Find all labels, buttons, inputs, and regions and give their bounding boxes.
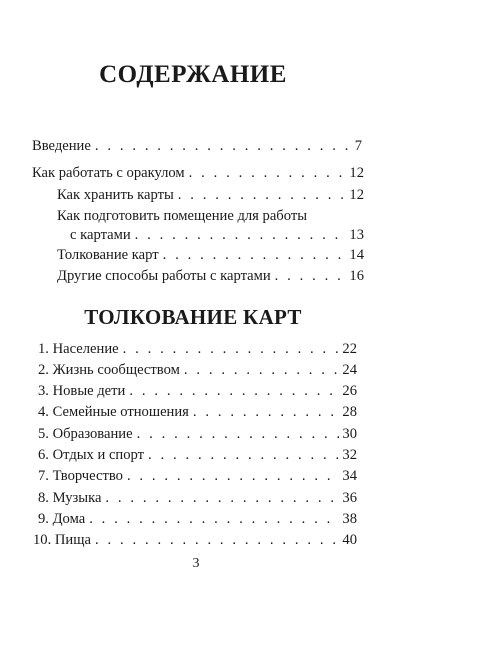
toc-card-entry — [38, 425, 357, 443]
toc-entry-page: 16 — [349, 268, 364, 284]
toc-entry-page: 38 — [342, 511, 357, 527]
dot-leader — [193, 403, 340, 421]
dot-leader — [135, 226, 347, 244]
dot-leader — [89, 510, 339, 528]
toc-entry-preparing-room — [70, 226, 364, 244]
toc-entry-label: 10. Пища — [33, 532, 91, 548]
toc-entry-label: 1. Население — [38, 341, 119, 357]
dot-leader — [148, 446, 339, 464]
dot-leader — [95, 531, 339, 549]
toc-entry-label: 9. Дома — [38, 511, 86, 527]
toc-entry-interpretation — [57, 246, 364, 264]
dot-leader — [163, 246, 347, 264]
toc-card-entry — [38, 382, 357, 400]
toc-entry-label: Как хранить карты — [57, 187, 174, 203]
dot-leader — [137, 425, 340, 443]
dot-leader — [95, 137, 352, 155]
toc-entry-page: 36 — [342, 490, 357, 506]
dot-leader — [184, 361, 340, 379]
toc-entry-introduction — [32, 137, 362, 155]
toc-entry-label: 3. Новые дети — [38, 383, 126, 399]
toc-card-entry — [38, 467, 357, 485]
page-title: СОДЕРЖАНИЕ — [99, 61, 287, 88]
toc-entry-page: 32 — [342, 447, 357, 463]
toc-entry-page: 30 — [342, 426, 357, 442]
toc-entry-page: 14 — [349, 247, 364, 263]
toc-entry-label: 8. Музыка — [38, 490, 102, 506]
toc-card-entry — [33, 531, 357, 549]
toc-entry-label: 7. Творчество — [38, 468, 123, 484]
toc-entry-page: 24 — [342, 362, 357, 378]
toc-card-entry — [38, 510, 357, 528]
dot-leader — [275, 267, 347, 285]
toc-entry-other-methods — [57, 267, 364, 285]
toc-card-entry — [38, 340, 357, 358]
toc-entry-page: 13 — [349, 227, 364, 243]
toc-entry-label-line1: Как подготовить помещение для работы — [57, 208, 308, 224]
toc-entry-page: 34 — [342, 468, 357, 484]
toc-entry-label: Как работать с оракулом — [32, 165, 185, 181]
toc-card-entry — [38, 489, 357, 507]
toc-entry-page: 40 — [342, 532, 357, 548]
toc-entry-page: 12 — [349, 165, 364, 181]
toc-entry-label: Введение — [32, 138, 91, 154]
toc-entry-label: 6. Отдых и спорт — [38, 447, 145, 463]
toc-entry-working-with-oracle — [32, 164, 364, 182]
toc-entry-page: 7 — [354, 138, 362, 154]
toc-entry-label: Другие способы работы с картами — [57, 268, 271, 284]
dot-leader — [123, 340, 340, 358]
toc-entry-label: 2. Жизнь сообществом — [38, 362, 180, 378]
toc-entry-label: с картами — [70, 227, 131, 243]
dot-leader — [105, 489, 339, 507]
toc-entry-storing-cards — [57, 186, 364, 204]
toc-card-entry — [38, 403, 357, 421]
toc-entry-label: 4. Семейные отношения — [38, 404, 189, 420]
dot-leader — [178, 186, 347, 204]
page-number: 3 — [192, 556, 200, 571]
toc-entry-page: 28 — [342, 404, 357, 420]
toc-card-entry — [38, 446, 357, 464]
toc-entry-page: 12 — [349, 187, 364, 203]
section-title: ТОЛКОВАНИЕ КАРТ — [84, 305, 302, 329]
toc-card-entry — [38, 361, 357, 379]
dot-leader — [189, 164, 347, 182]
toc-entry-page: 26 — [342, 383, 357, 399]
toc-entry-label: Толкование карт — [57, 247, 159, 263]
dot-leader — [127, 467, 339, 485]
toc-entry-page: 22 — [342, 341, 357, 357]
toc-entry-label: 5. Образование — [38, 426, 133, 442]
dot-leader — [129, 382, 339, 400]
